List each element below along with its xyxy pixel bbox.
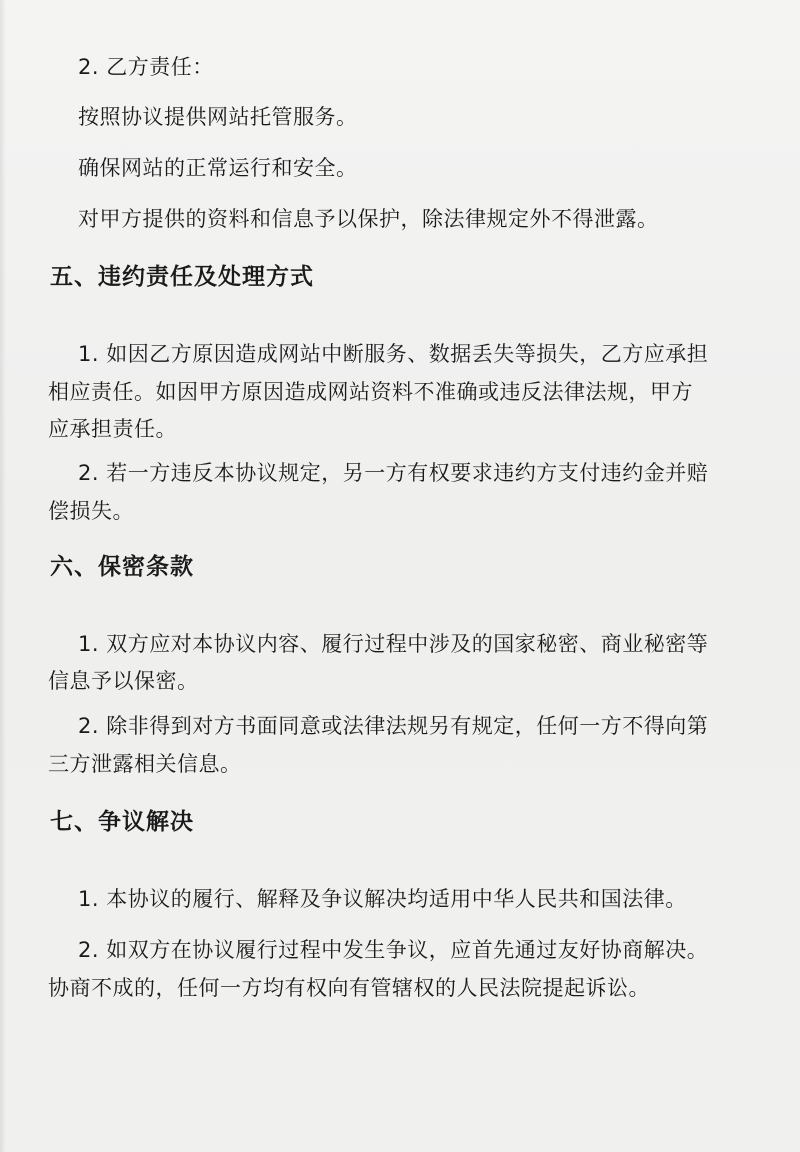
section-five-item1-line2: 相应责任。如因甲方原因造成网站资料不准确或违反法律法规，甲方 — [48, 380, 693, 404]
page-edge-shadow — [0, 0, 6, 1152]
party-b-duty-privacy: 对甲方提供的资料和信息予以保护，除法律规定外不得泄露。 — [78, 207, 659, 231]
section-six-heading: 六、保密条款 — [50, 554, 194, 580]
section-seven-item2-line2: 协商不成的，任何一方均有权向有管辖权的人民法院提起诉讼。 — [48, 976, 650, 1000]
section-six-item1-line2: 信息予以保密。 — [48, 669, 199, 693]
section-five-item2-line1: 2. 若一方违反本协议规定，另一方有权要求违约方支付违约金并赔 — [78, 461, 709, 485]
section-five-item1-line3: 应承担责任。 — [48, 417, 177, 441]
section-seven-item1: 1. 本协议的履行、解释及争议解决均适用中华人民共和国法律。 — [78, 887, 687, 911]
section-seven-heading: 七、争议解决 — [50, 809, 194, 835]
section-six-item2-line1: 2. 除非得到对方书面同意或法律法规另有规定，任何一方不得向第 — [78, 714, 709, 738]
section-seven-item2-line1: 2. 如双方在协议履行过程中发生争议，应首先通过友好协商解决。 — [78, 938, 709, 962]
party-b-duty-operation: 确保网站的正常运行和安全。 — [78, 156, 358, 180]
party-b-duties-title: 2. 乙方责任： — [78, 55, 214, 79]
section-five-item2-line2: 偿损失。 — [48, 499, 134, 523]
section-five-heading: 五、违约责任及处理方式 — [50, 264, 314, 290]
section-six-item2-line2: 三方泄露相关信息。 — [48, 752, 242, 776]
section-five-item1-line1: 1. 如因乙方原因造成网站中断服务、数据丢失等损失，乙方应承担 — [78, 342, 709, 366]
section-six-item1-line1: 1. 双方应对本协议内容、履行过程中涉及的国家秘密、商业秘密等 — [78, 632, 709, 656]
party-b-duty-hosting: 按照协议提供网站托管服务。 — [78, 105, 358, 129]
